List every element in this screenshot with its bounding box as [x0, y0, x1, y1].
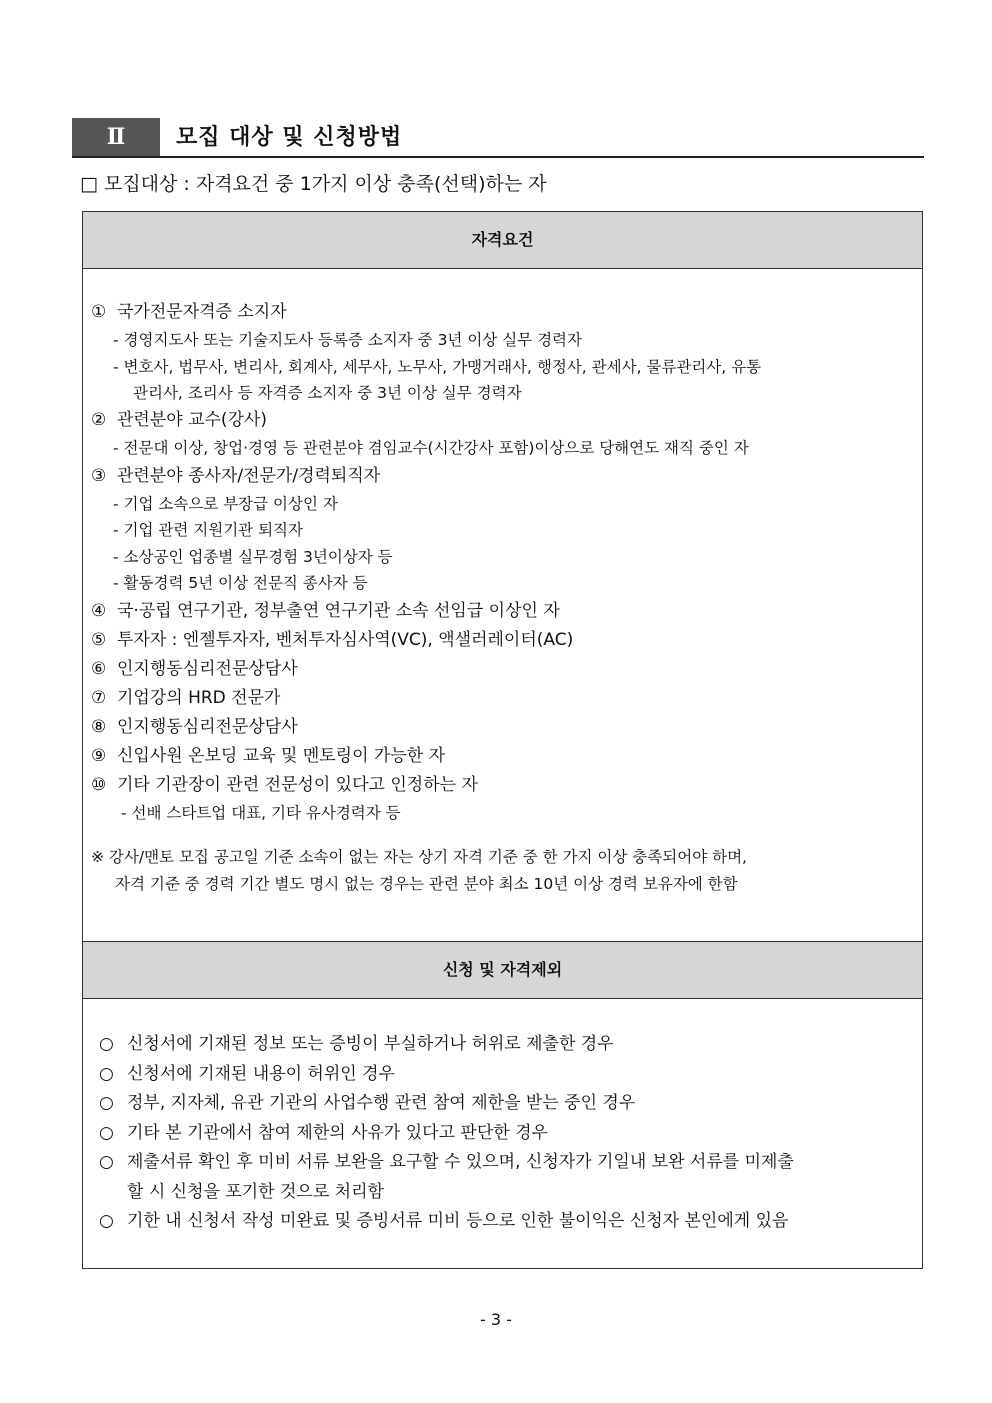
- item-number: ⑦: [91, 687, 107, 708]
- list-item: ○ 신청서에 기재된 정보 또는 증빙이 부실하거나 허위로 제출한 경우: [99, 1030, 919, 1060]
- list-item: ④ 국·공립 연구기관, 정부출연 연구기관 소속 선임급 이상인 자: [91, 597, 917, 626]
- list-item: ⑦ 기업강의 HRD 전문가: [91, 684, 917, 713]
- list-item: ⑤ 투자자 : 엔젤투자자, 벤처투자심사역(VC), 액샐러레이터(AC): [91, 626, 917, 655]
- sub-item: - 경영지도사 또는 기술지도사 등록증 소지자 중 3년 이상 실무 경력자: [113, 331, 582, 349]
- item-number: ⑩: [91, 774, 107, 795]
- list-item: ⑧ 인지행동심리전문상담사: [91, 713, 917, 742]
- sub-item-continued: 관리사, 조리사 등 자격증 소지자 중 3년 이상 실무 경력자: [133, 384, 522, 402]
- circle-bullet-icon: ○: [99, 1210, 114, 1231]
- recruit-target: [80, 170, 547, 198]
- list-item: ② 관련분야 교수(강사): [91, 406, 917, 435]
- item-number: ④: [91, 600, 107, 621]
- list-item: ① 국가전문자격증 소지자: [91, 298, 917, 327]
- list-item-continued: 할 시 신청을 포기한 것으로 처리함: [127, 1181, 384, 1202]
- item-number: ⑥: [91, 658, 107, 679]
- list-item: ○ 신청서에 기재된 내용이 허위인 경우: [99, 1060, 919, 1090]
- circle-bullet-icon: ○: [99, 1034, 114, 1054]
- list-item: ③ 관련분야 종사자/전문가/경력퇴직자: [91, 462, 917, 491]
- list-item: ○ 기타 본 기관에서 참여 제한의 사유가 있다고 판단한 경우: [99, 1119, 919, 1149]
- circle-bullet-icon: ○: [99, 1122, 114, 1143]
- sub-item: - 기업 소속으로 부장급 이상인 자: [113, 494, 338, 513]
- item-number: ③: [91, 465, 107, 486]
- list-item: ⑨ 신입사원 온보딩 교육 및 멘토링이 가능한 자: [91, 742, 917, 771]
- section-numeral: Ⅱ: [72, 118, 160, 156]
- list-item: ⑥ 인지행동심리전문상담사: [91, 655, 917, 684]
- qualification-list: [91, 298, 917, 898]
- checkbox-bullet-icon: □: [80, 173, 98, 195]
- requirements-table: [82, 211, 923, 1269]
- sub-item: - 변호사, 법무사, 변리사, 회계사, 세무사, 노무사, 가맹거래사, 행정사, 관세사, 물류관리사, 유통: [113, 357, 762, 376]
- list-item: ○ 정부, 지자체, 유관 기관의 사업수행 관련 참여 제한을 받는 중인 경우: [99, 1089, 919, 1119]
- list-item: ○ 제출서류 확인 후 미비 서류 보완을 요구할 수 있으며, 신청자가 기일내 보완 서류를 미제출: [99, 1148, 919, 1178]
- sub-item: - 기업 관련 지원기관 퇴직자: [113, 521, 304, 539]
- item-number: ②: [91, 410, 107, 430]
- exclusion-header: 신청 및 자격제외: [83, 941, 922, 999]
- section-title: 모집 대상 및 신청방법: [176, 125, 403, 150]
- list-item: ⑩ 기타 기관장이 관련 전문성이 있다고 인정하는 자: [91, 771, 917, 800]
- circle-bullet-icon: ○: [99, 1152, 114, 1172]
- sub-item: - 전문대 이상, 창업‧경영 등 관련분야 겸임교수(시간강사 포함)이상으로 당해연도 재직 중인 자: [113, 439, 749, 457]
- sub-item: - 활동경력 5년 이상 전문직 종사자 등: [113, 574, 368, 592]
- item-number: ⑧: [91, 716, 107, 737]
- item-number: ⑨: [91, 745, 107, 766]
- item-number: ⑤: [91, 629, 107, 650]
- qualification-note: ※ 강사/맨토 모집 공고일 기준 소속이 없는 자는 상기 자격 기준 중 한 가지 이상 충족되어야 하며,: [91, 848, 747, 866]
- circle-bullet-icon: ○: [99, 1063, 114, 1084]
- circle-bullet-icon: ○: [99, 1093, 114, 1113]
- recruit-target-text: 모집대상 : 자격요건 중 1가지 이상 충족(선택)하는 자: [103, 173, 547, 195]
- sub-item: - 소상공인 업종별 실무경험 3년이상자 등: [113, 547, 393, 566]
- item-number: ①: [91, 302, 107, 322]
- qualification-header: 자격요건: [83, 212, 922, 269]
- qualification-note-continued: 자격 기준 중 경력 기간 별도 명시 없는 경우는 관련 분야 최소 10년 이상 경력 보유자에 한함: [115, 875, 738, 893]
- page-number: - 3 -: [480, 1310, 512, 1329]
- list-item: ○ 기한 내 신청서 작성 미완료 및 증빙서류 미비 등으로 인한 불이익은 신청자 본인에게 있음: [99, 1207, 919, 1237]
- exclusion-list: [99, 1030, 919, 1236]
- sub-item: - 선배 스타트업 대표, 기타 유사경력자 등: [121, 803, 401, 822]
- section-header: [72, 118, 924, 158]
